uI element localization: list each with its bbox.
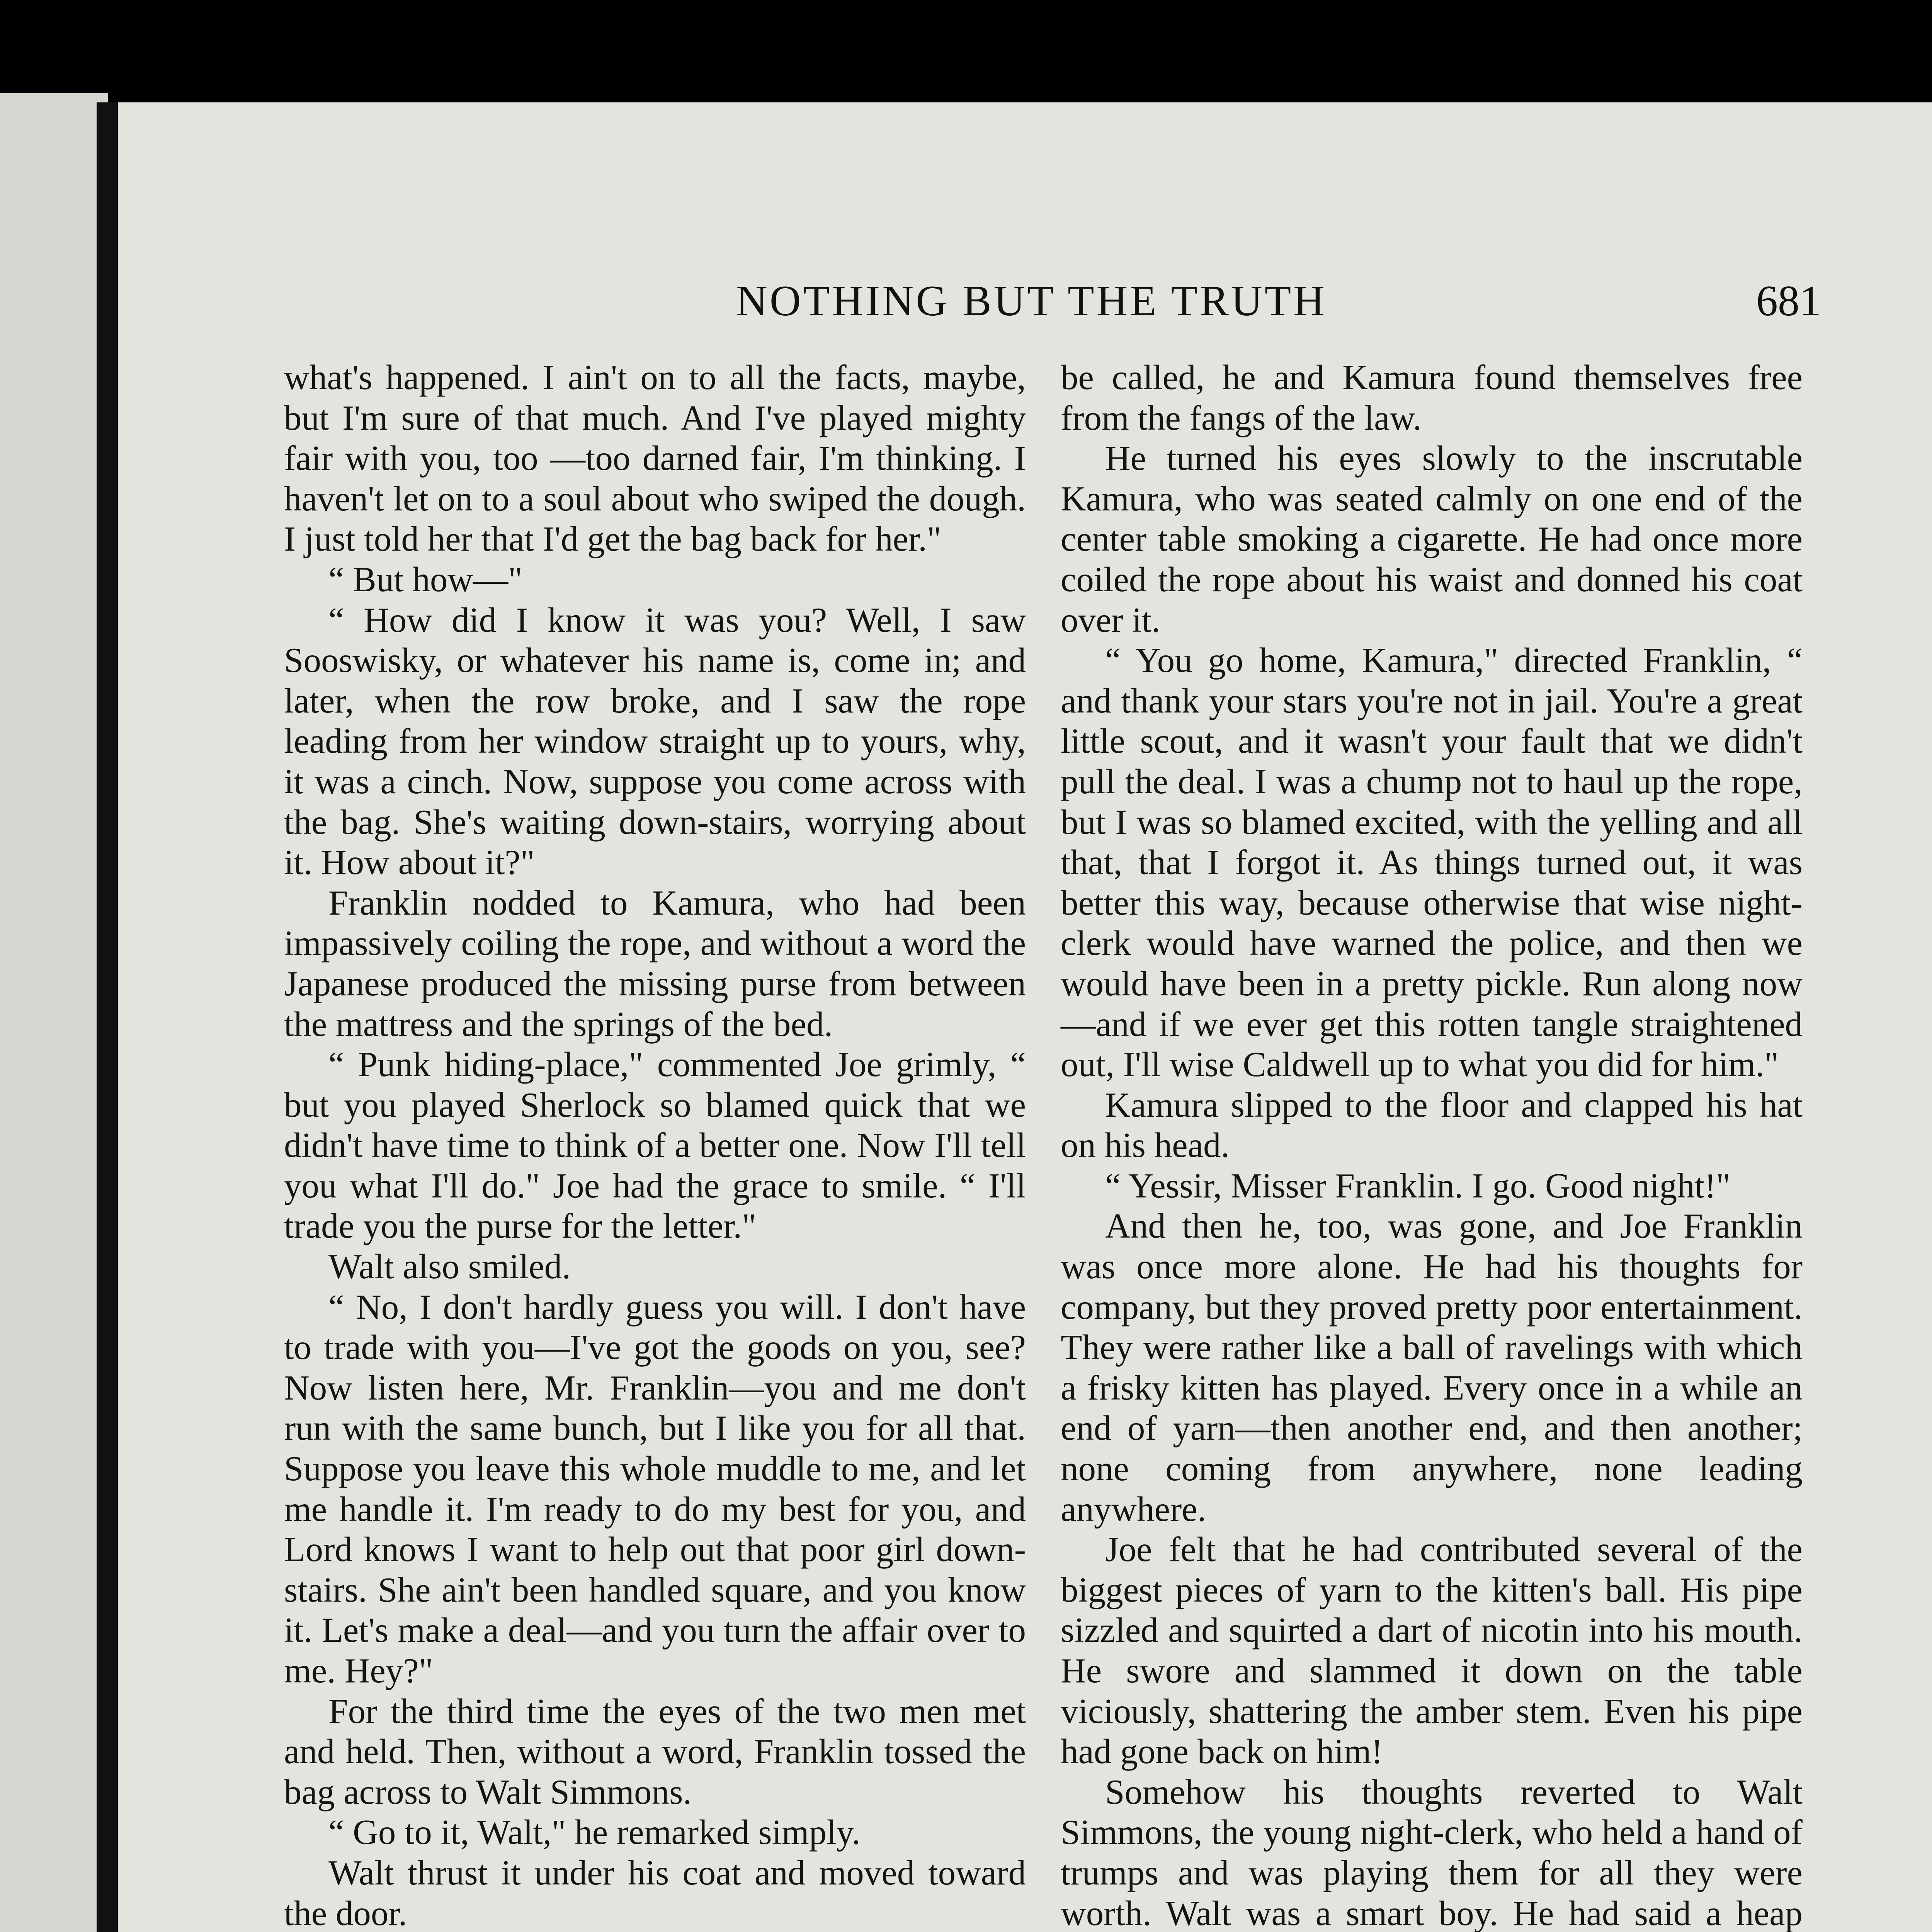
page-header <box>118 276 1932 342</box>
paragraph: “ How did I know it was you? Well, I saw Sooswisky, or whatever his name is, come in; and later, when the row broke, and I saw the rope leading from her window straight up to yours, why, it was a cinch. Now, suppose you come across with the bag. She's waiting down-stairs, worrying about it. How about it?" <box>284 600 1026 882</box>
right-text-column <box>1061 357 1803 1932</box>
facing-page-edge <box>0 93 108 1932</box>
paragraph: For the third time the eyes of the two men met and held. Then, without a word, Franklin tossed the bag across to Walt Simmons. <box>284 1691 1026 1811</box>
paragraph: what's happened. I ain't on to all the facts, maybe, but I'm sure of that much. And I've played mighty fair with you, too —too darned fair, I'm thinking. I haven't let on to a soul about who swiped the dough. I just told her that I'd get the bag back for her." <box>284 358 1026 559</box>
book-page <box>97 102 1932 1932</box>
paragraph: “ You go home, Kamura," directed Franklin, “ and thank your stars you're not in jail. You're a great little scout, and it wasn't your fault that we didn't pull the deal. I was a chump not to haul up the rope, but I was so blamed excited, with the yelling and all that, that I forgot it. As things turned out, it was better this way, because otherwise that wise night-clerk would have warned the police, and then we would have been in a pretty pickle. Run along now—and if we ever get this rotten tangle straightened out, I'll wise Caldwell up to what you did for him." <box>1061 641 1803 1084</box>
paragraph: “ No, I don't hardly guess you will. I don't have to trade with you—I've got the goods on you, see? Now listen here, Mr. Franklin—you and me don't run with the same bunch, but I like you for all that. Suppose you leave this whole muddle to me, and let me handle it. I'm ready to do my best for you, and Lord knows I want to help out that poor girl down-stairs. She ain't been handled square, and you know it. Let's make a deal—and you turn the affair over to me. Hey?" <box>284 1287 1026 1690</box>
page-number: 681 <box>1756 277 1821 325</box>
paragraph: “ Go to it, Walt," he remarked simply. <box>328 1813 861 1852</box>
paragraph: Walt thrust it under his coat and moved toward the door. <box>284 1853 1026 1932</box>
running-title: NOTHING BUT THE TRUTH <box>736 277 1327 325</box>
paragraph: “ But how—" <box>328 560 523 599</box>
paragraph: Joe felt that he had contributed several of the biggest pieces of yarn to the kitten's ball. His pipe sizzled and squirted a dart of nicotin into his mouth. He swore and slammed it down on the table viciously, shattering the amber stem. Even his pipe had gone back on him! <box>1061 1530 1803 1771</box>
paragraph: Franklin nodded to Kamura, who had been impassively coiling the rope, and without a word the Japanese produced the missing purse from between the mattress and the springs of the bed. <box>284 883 1026 1044</box>
paragraph: Somehow his thoughts reverted to Walt Simmons, the young night-clerk, who held a hand of trumps and was playing them for all they were worth. Walt was a smart boy. He had said a heap <box>1061 1772 1803 1932</box>
paragraph: be called, he and Kamura found themselves free from the fangs of the law. <box>1061 358 1803 437</box>
paragraph: Kamura slipped to the floor and clapped his hat on his head. <box>1061 1085 1803 1165</box>
left-text-column <box>284 357 1026 1932</box>
paragraph: And then he, too, was gone, and Joe Franklin was once more alone. He had his thoughts for company, but they proved pretty poor entertainment. They were rather like a ball of ravelings with which a frisky kitten has played. Every once in a while an end of yarn—then another end, and then another; none coming from anywhere, none leading anywhere. <box>1061 1206 1803 1529</box>
paragraph: Walt also smiled. <box>328 1247 571 1286</box>
paragraph: “ Punk hiding-place," commented Joe grimly, “ but you played Sherlock so blamed quick that we didn't have time to think of a better one. Now I'll tell you what I'll do." Joe had the grace to smile. “ I'll trade you the purse for the letter." <box>284 1045 1026 1246</box>
paragraph: He turned his eyes slowly to the inscrutable Kamura, who was seated calmly on one end of the center table smoking a cigarette. He had once more coiled the rope about his waist and donned his coat over it. <box>1061 439 1803 639</box>
paragraph: “ Yessir, Misser Franklin. I go. Good night!" <box>1105 1166 1731 1205</box>
